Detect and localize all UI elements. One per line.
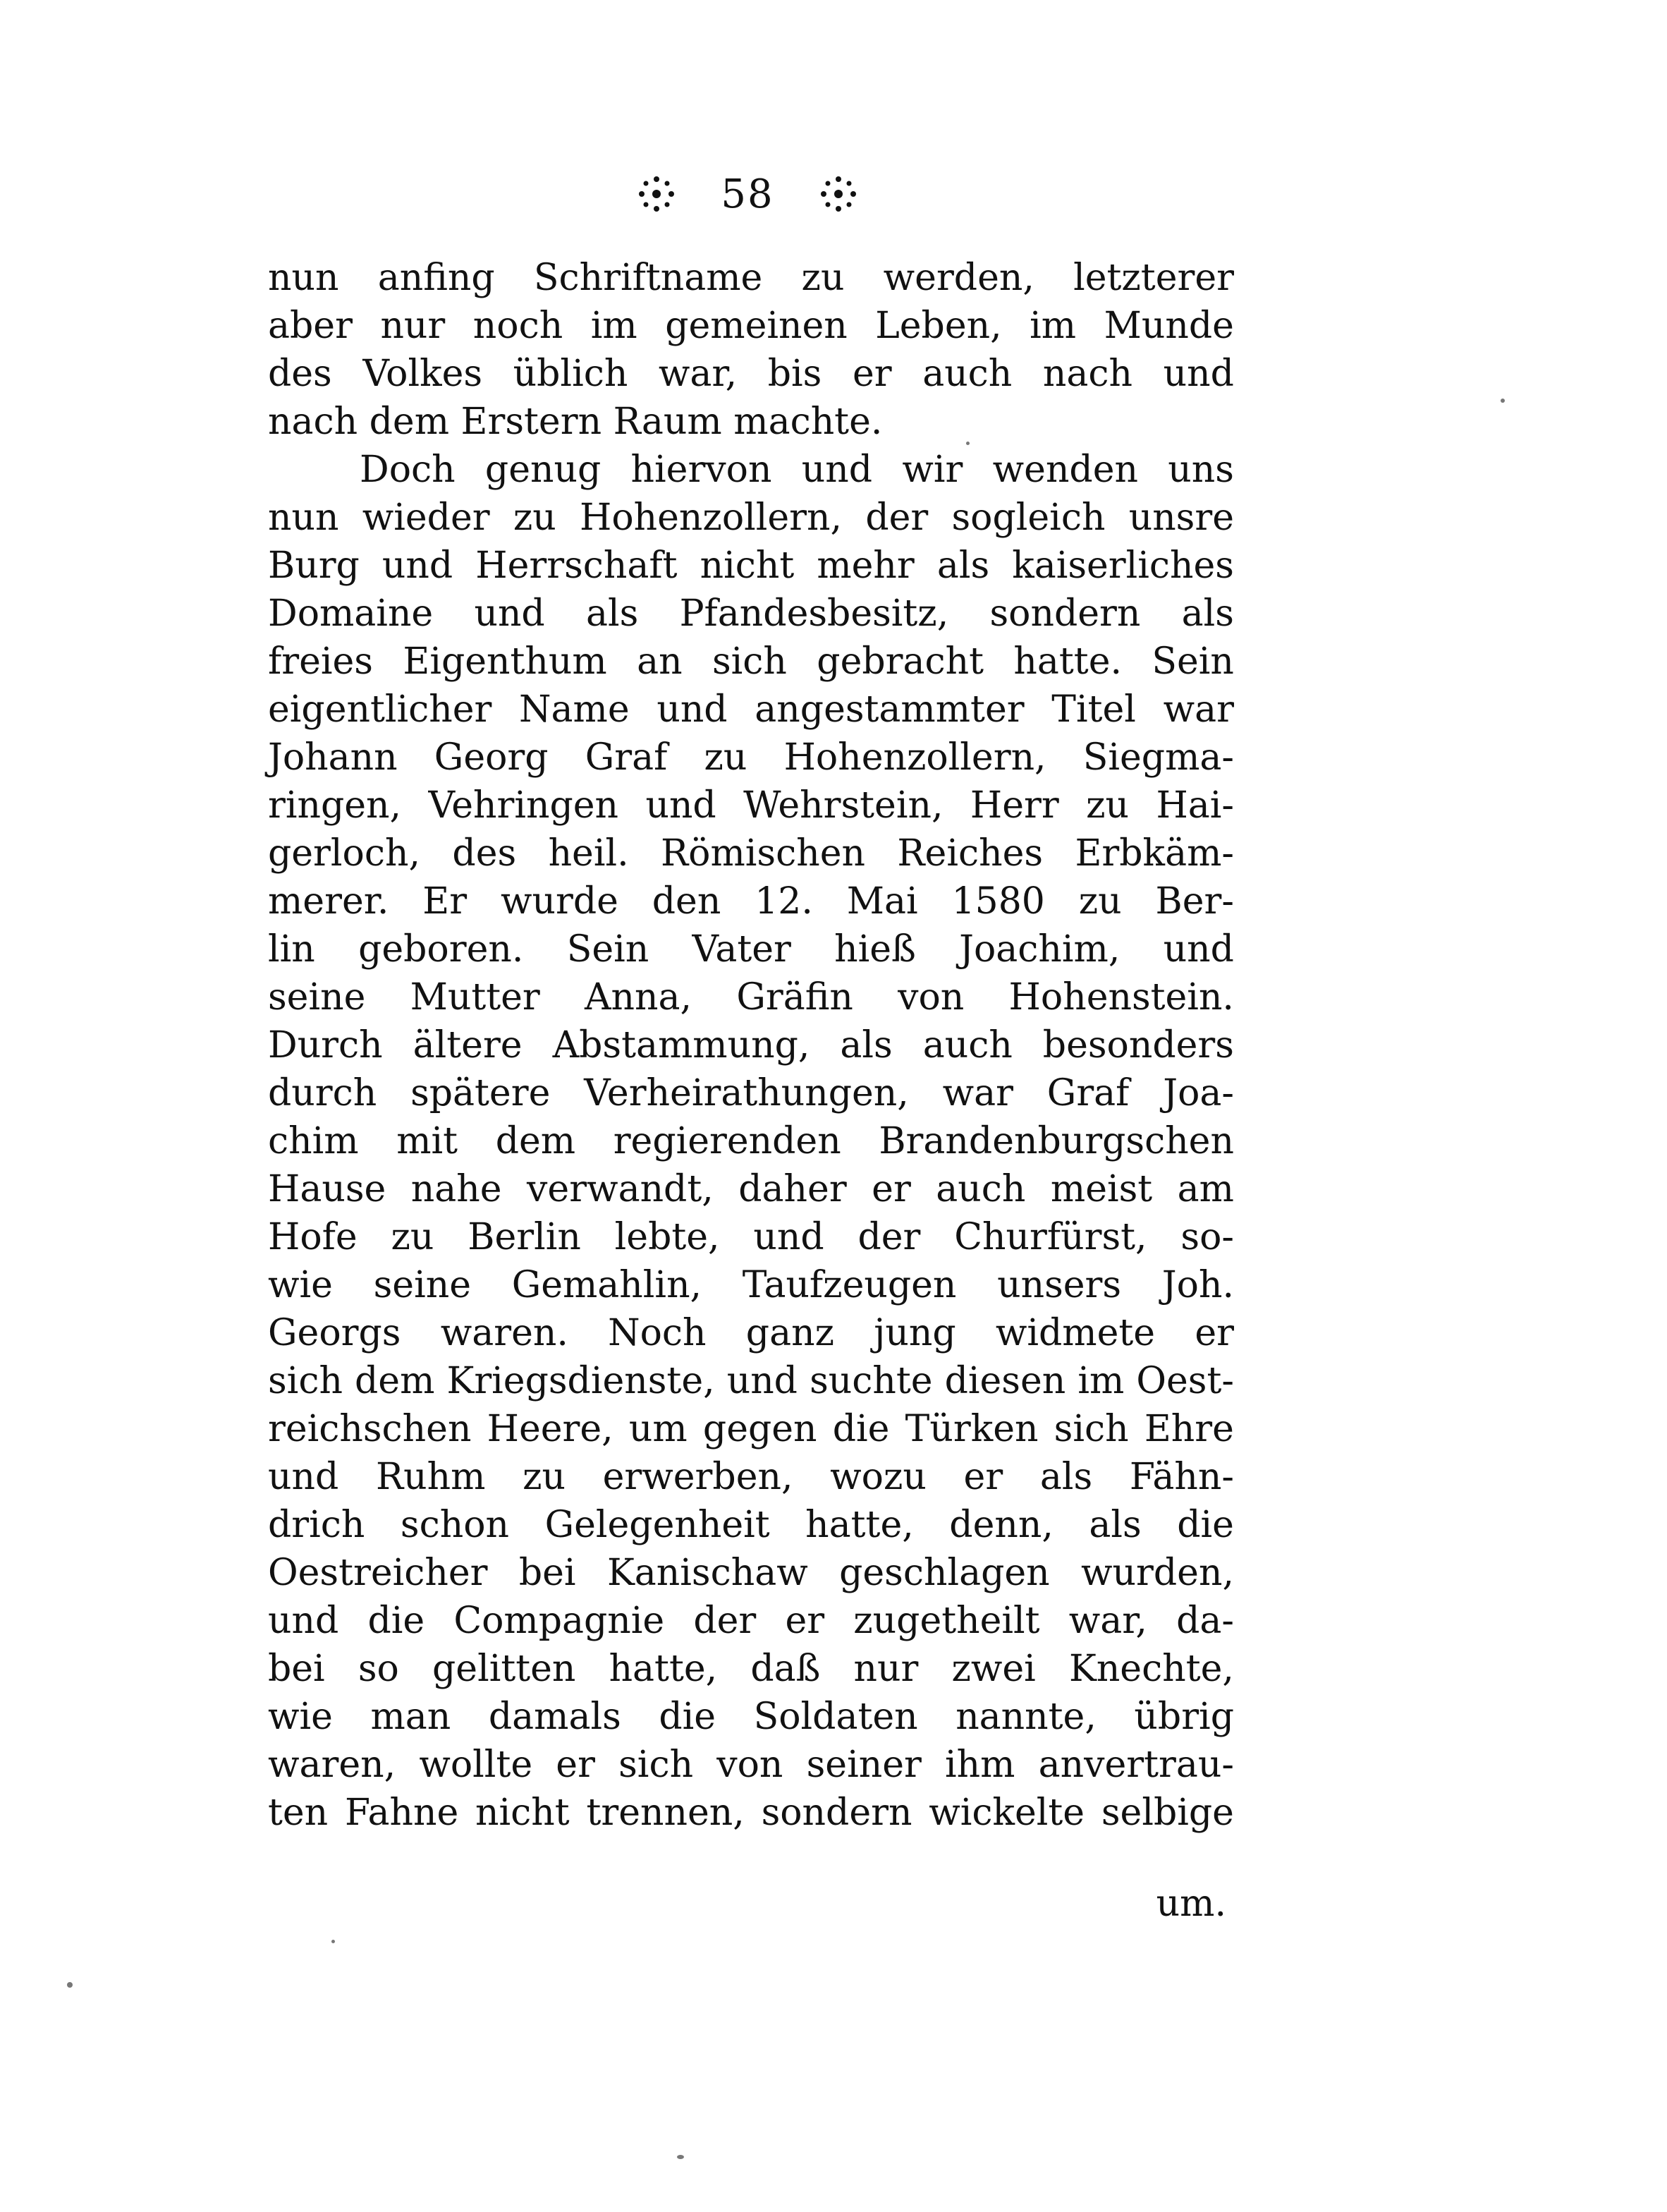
scan-speck xyxy=(67,1982,73,1988)
text-line: freies Eigenthum an sich gebracht hatte. Sein xyxy=(268,640,1234,683)
text-line: nun anfing Schriftname zu werden, letzterer xyxy=(268,257,1234,299)
asterisk-ornament-icon xyxy=(632,169,681,219)
text-line: reichschen Heere, um gegen die Türken sich Ehre xyxy=(268,1408,1234,1450)
text-line: Hofe zu Berlin lebte, und der Churfürst, so- xyxy=(268,1216,1234,1258)
body-text xyxy=(268,254,1234,1837)
scan-speck xyxy=(1501,399,1505,403)
text-line: nach dem Erstern Raum machte. xyxy=(268,401,883,443)
text-line: Burg und Herrschaft nicht mehr als kaiserliches xyxy=(268,545,1234,587)
text-line: lin geboren. Sein Vater hieß Joachim, und xyxy=(268,928,1234,971)
text-line: sich dem Kriegsdienste, und suchte diesen im Oest- xyxy=(268,1360,1234,1402)
text-line: aber nur noch im gemeinen Leben, im Munde xyxy=(268,305,1234,347)
asterisk-ornament-icon xyxy=(814,169,863,219)
text-line: und die Compagnie der er zugetheilt war, da- xyxy=(268,1600,1234,1642)
text-line: ten Fahne nicht trennen, sondern wickelte selbige xyxy=(268,1792,1234,1834)
page-header xyxy=(613,162,881,226)
text-line: gerloch, des heil. Römischen Reiches Erbkäm- xyxy=(268,832,1234,875)
text-line: des Volkes üblich war, bis er auch nach und xyxy=(268,353,1234,395)
text-line: waren, wollte er sich von seiner ihm anvertrau- xyxy=(268,1744,1234,1786)
text-line: Domaine und als Pfandesbesitz, sondern als xyxy=(268,592,1234,635)
text-line: Georgs waren. Noch ganz jung widmete er xyxy=(268,1312,1234,1354)
text-line: merer. Er wurde den 12. Mai 1580 zu Ber- xyxy=(268,880,1234,923)
text-line: durch spätere Verheirathungen, war Graf Joa- xyxy=(268,1072,1234,1114)
text-line: eigentlicher Name und angestammter Titel war xyxy=(268,688,1234,731)
text-line: wie man damals die Soldaten nannte, übrig xyxy=(268,1696,1234,1738)
text-line: seine Mutter Anna, Gräfin von Hohenstein. xyxy=(268,976,1234,1019)
catchword: um. xyxy=(1156,1883,1226,1925)
page-number: 58 xyxy=(721,171,774,217)
text-line: chim mit dem regierenden Brandenburgschen xyxy=(268,1120,1234,1162)
scan-speck xyxy=(331,1940,335,1943)
scan-speck xyxy=(677,2155,684,2159)
text-line: Johann Georg Graf zu Hohenzollern, Siegma- xyxy=(268,736,1234,779)
text-line: Oestreicher bei Kanischaw geschlagen wurden, xyxy=(268,1552,1234,1594)
text-line: Doch genug hiervon und wir wenden uns xyxy=(360,449,1234,491)
text-line: Durch ältere Abstammung, als auch besonders xyxy=(268,1024,1234,1066)
text-line: wie seine Gemahlin, Taufzeugen unsers Joh. xyxy=(268,1264,1234,1306)
text-line: bei so gelitten hatte, daß nur zwei Knechte, xyxy=(268,1648,1234,1690)
text-line: drich schon Gelegenheit hatte, denn, als die xyxy=(268,1504,1234,1546)
text-line: Hause nahe verwandt, daher er auch meist am xyxy=(268,1168,1234,1210)
text-line: ringen, Vehringen und Wehrstein, Herr zu Hai- xyxy=(268,784,1234,827)
text-line: und Ruhm zu erwerben, wozu er als Fähn- xyxy=(268,1456,1234,1498)
scan-speck xyxy=(966,442,970,445)
text-line: nun wieder zu Hohenzollern, der sogleich unsre xyxy=(268,497,1234,539)
